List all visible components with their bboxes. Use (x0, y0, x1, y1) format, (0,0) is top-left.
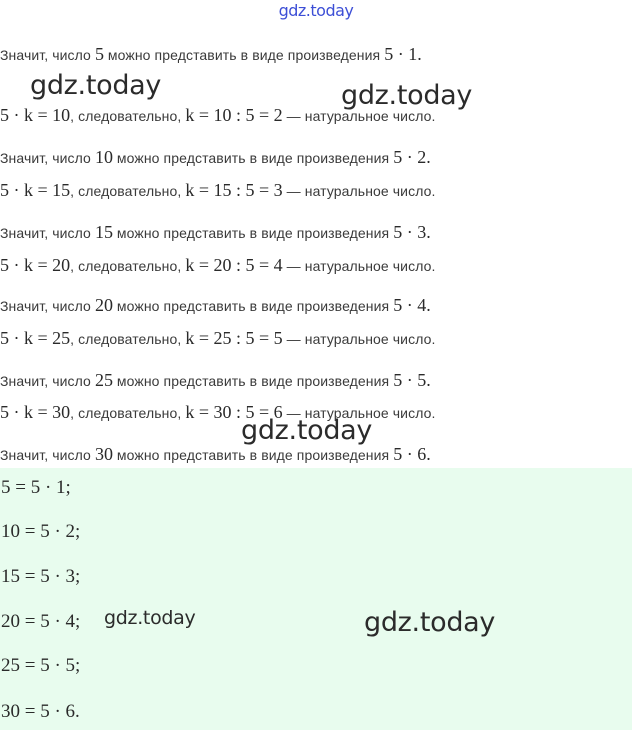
explanation-line (0, 221, 431, 245)
line-period: . (426, 295, 431, 315)
line-period: . (417, 44, 422, 64)
line-equation: 5 · k = 25 (0, 328, 71, 348)
watermark: gdz.today (104, 607, 196, 629)
line-text: можно представить в виде произведения (112, 298, 394, 314)
watermark: gdz.today (341, 80, 473, 111)
line-text: Значит, число (0, 298, 95, 314)
line-equation: k = 30 : 5 = 6 (185, 402, 283, 422)
line-period: . (426, 222, 431, 242)
line-equation: k = 25 : 5 = 5 (185, 328, 283, 348)
explanation-line (0, 443, 431, 467)
computation-line (0, 327, 436, 351)
line-period: . (426, 147, 431, 167)
answer-equation: 20 = 5 · 4; (1, 611, 81, 632)
line-number: 5 (94, 44, 104, 64)
line-text: можно представить в виде произведения (112, 225, 394, 241)
line-product: 5 · 1 (384, 44, 418, 64)
line-number: 30 (94, 444, 113, 464)
computation-line (0, 179, 436, 203)
answer-highlight-box (0, 468, 632, 730)
line-text: можно представить в виде произведения (112, 447, 394, 463)
explanation-line (0, 43, 422, 67)
line-equation: 5 · k = 20 (0, 255, 71, 275)
line-text: — натуральное число. (282, 331, 436, 347)
line-equation: 5 · k = 10 (0, 105, 71, 125)
line-equation: 5 · k = 30 (0, 402, 71, 422)
line-product: 5 · 3 (393, 222, 427, 242)
answer-equation: 30 = 5 · 6. (1, 701, 80, 722)
line-text: Значит, число (0, 373, 95, 389)
line-number: 10 (94, 147, 113, 167)
line-text: можно представить в виде произведения (103, 47, 385, 63)
line-equation: 5 · k = 15 (0, 180, 71, 200)
watermark: gdz.today (241, 415, 373, 446)
watermark: gdz.today (364, 607, 496, 638)
line-equation: k = 20 : 5 = 4 (185, 255, 283, 275)
line-text: , следовательно, (70, 183, 186, 199)
site-header-link[interactable]: gdz.today (278, 1, 354, 20)
line-text: , следовательно, (70, 258, 186, 274)
line-text: Значит, число (0, 225, 95, 241)
line-text: , следовательно, (70, 108, 186, 124)
line-period: . (426, 370, 431, 390)
computation-line (0, 254, 436, 278)
line-text: — натуральное число. (282, 258, 436, 274)
watermark: gdz.today (30, 70, 162, 101)
answer-equation: 25 = 5 · 5; (1, 655, 81, 676)
line-text: — натуральное число. (282, 183, 436, 199)
line-text: Значит, число (0, 47, 95, 63)
answer-equation: 15 = 5 · 3; (1, 566, 81, 587)
line-text: можно представить в виде произведения (112, 373, 394, 389)
line-text: — натуральное число. (282, 108, 436, 124)
explanation-line (0, 294, 431, 318)
explanation-line (0, 146, 431, 170)
line-number: 15 (94, 222, 113, 242)
line-text: , следовательно, (70, 405, 186, 421)
explanation-line (0, 369, 431, 393)
line-number: 20 (94, 295, 113, 315)
line-text: Значит, число (0, 150, 95, 166)
line-equation: k = 15 : 5 = 3 (185, 180, 283, 200)
line-number: 25 (94, 370, 113, 390)
line-text: Значит, число (0, 447, 95, 463)
line-text: можно представить в виде произведения (112, 150, 394, 166)
line-product: 5 · 6 (393, 444, 427, 464)
line-equation: k = 10 : 5 = 2 (185, 105, 283, 125)
line-product: 5 · 5 (393, 370, 427, 390)
answer-equation: 10 = 5 · 2; (1, 521, 81, 542)
line-text: — натуральное число. (282, 405, 436, 421)
answer-equation: 5 = 5 · 1; (1, 477, 71, 498)
line-period: . (426, 444, 431, 464)
line-product: 5 · 2 (393, 147, 427, 167)
line-text: , следовательно, (70, 331, 186, 347)
line-product: 5 · 4 (393, 295, 427, 315)
